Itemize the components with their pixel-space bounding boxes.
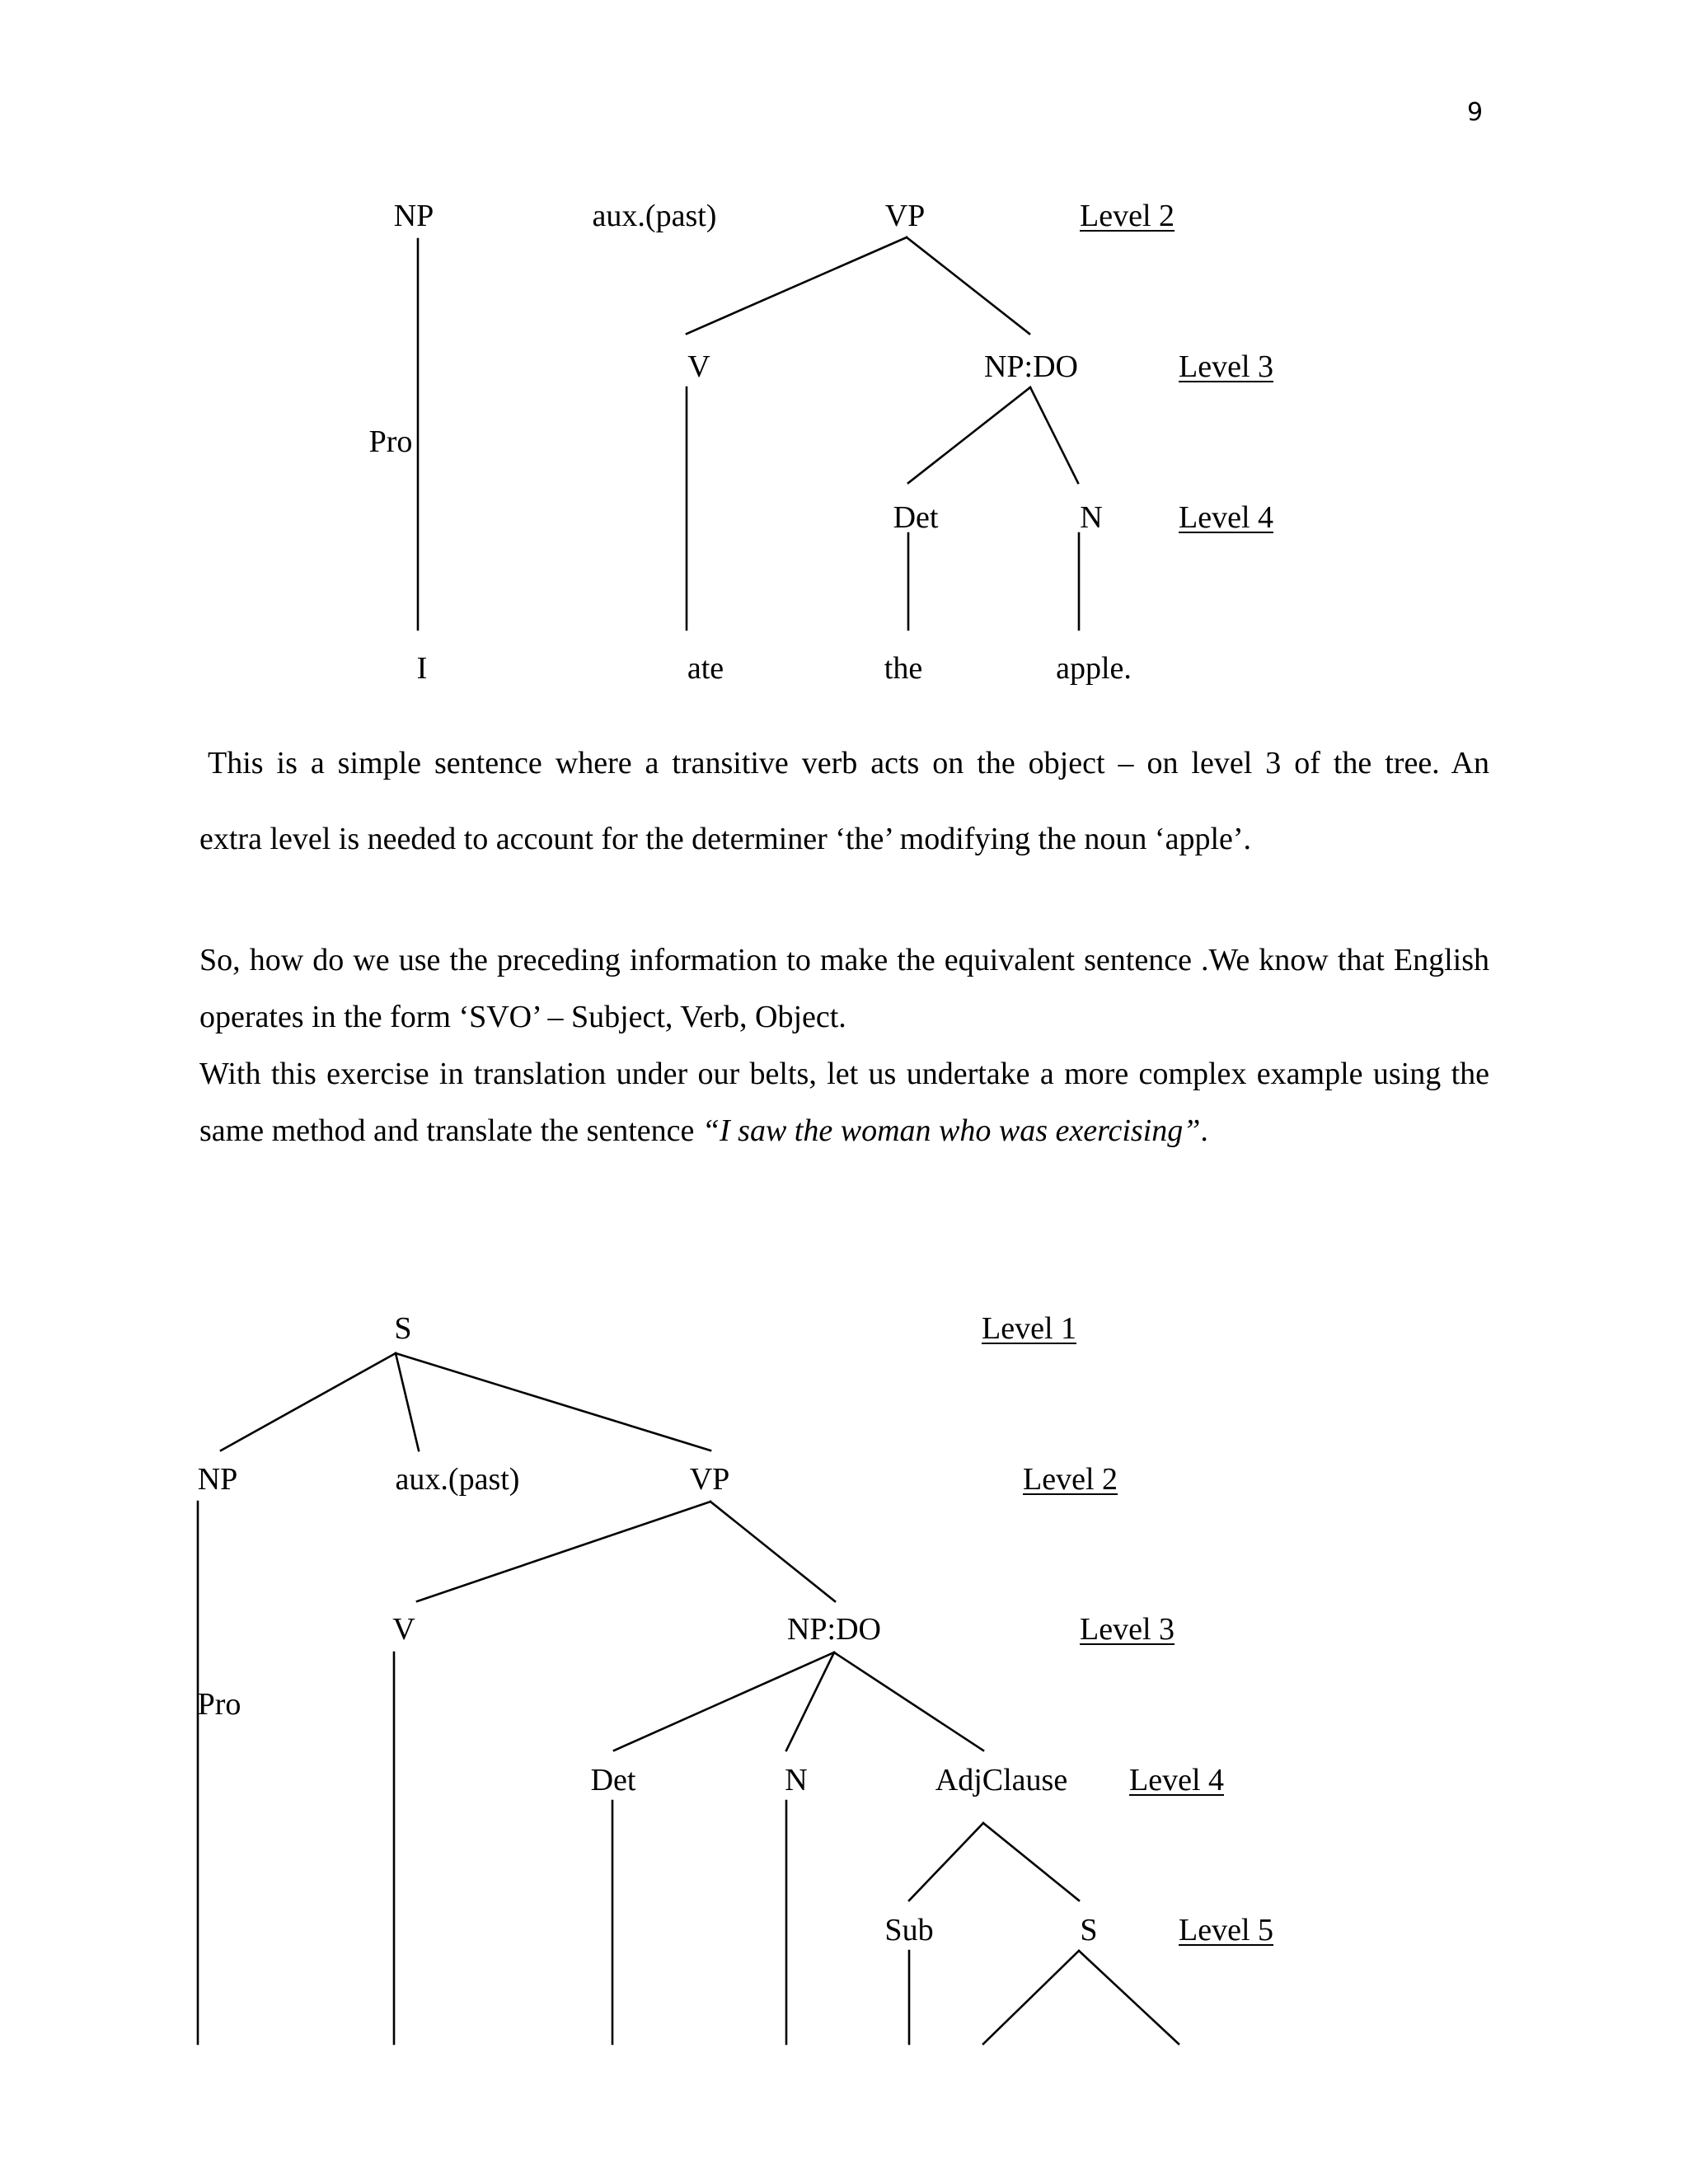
tree2-node-vp: VP (689, 1462, 730, 1497)
tree2-level-4: Level 4 (1129, 1763, 1225, 1797)
branch-s-vp (396, 1353, 710, 1451)
tree2-node-aux: aux.(past) (395, 1462, 520, 1497)
tree2-node-n: N (785, 1763, 808, 1797)
tree1-word-apple: apple. (1056, 651, 1132, 686)
branch-s-aux (396, 1353, 419, 1451)
tree2-node-s: S (394, 1311, 412, 1346)
tree2-node-sub: Sub (884, 1913, 934, 1947)
tree1-word-i: I (416, 651, 428, 686)
tree2-level-1: Level 1 (982, 1311, 1077, 1346)
tree2-level-5: Level 5 (1179, 1913, 1274, 1947)
branch-vp-v (417, 1502, 710, 1601)
tree1-word-the: the (884, 651, 923, 686)
branch-vp-npdo (710, 1502, 835, 1601)
tree1-level-2: Level 2 (1080, 199, 1175, 233)
tree2-level-3: Level 3 (1080, 1612, 1175, 1647)
branch-adjclause-sub (909, 1823, 983, 1900)
branch-npdo-adjclause (834, 1652, 983, 1750)
tree1-node-aux: aux.(past) (592, 199, 717, 233)
tree2-node-np: NP (197, 1462, 238, 1497)
tree2-node-npdo: NP:DO (786, 1612, 882, 1647)
tree1-level-3: Level 3 (1179, 349, 1274, 384)
branch-s-left (983, 1951, 1079, 2044)
tree1-node-npdo: NP:DO (983, 349, 1079, 384)
tree1-node-v: V (687, 349, 710, 384)
explanation-line-1: This is a simple sentence where a transitive verb acts on the object – on level 3 of the tree. An (208, 746, 1489, 780)
tree1-node-n: N (1080, 500, 1103, 535)
tree2-node-adjclause: AdjClause (935, 1763, 1068, 1797)
page-number: 9 (1467, 98, 1484, 127)
tree2-node-s-lower: S (1080, 1913, 1098, 1947)
tree1-level-4: Level 4 (1179, 500, 1274, 535)
tree2-level-2: Level 2 (1023, 1462, 1118, 1497)
explanation-line-2: extra level is needed to account for the determiner ‘the’ modifying the noun ‘apple’. (199, 822, 1252, 856)
tree2-node-det: Det (590, 1763, 636, 1797)
tree1-node-det: Det (893, 500, 939, 535)
example-sentence-quote: “I saw the woman who was exercising” (701, 1113, 1201, 1148)
tree1-node-pro: Pro (368, 424, 413, 459)
method-text-2-end: . (1200, 1113, 1208, 1148)
branch-npdo-det (614, 1652, 834, 1750)
method-text-2-lead: With this exercise in translation under our belts, let us undertake a more complex example using the same method and translate the sentence (199, 1057, 1489, 1148)
branch-s-np (221, 1353, 396, 1451)
tree1-word-ate: ate (687, 651, 724, 686)
tree1-node-np: NP (393, 199, 434, 233)
branch-adjclause-s (983, 1823, 1079, 1900)
method-text-1: So, how do we use the preceding information to make the equivalent sentence .We know that English operates in the form ‘SVO’ – Subject, Verb, Object. (199, 943, 1489, 1034)
tree2-node-pro: Pro (197, 1687, 241, 1722)
tree2-node-v: V (392, 1612, 415, 1647)
branch-npdo-n (786, 1652, 834, 1750)
branch-s-right (1079, 1951, 1179, 2044)
tree1-node-vp: VP (884, 199, 926, 233)
